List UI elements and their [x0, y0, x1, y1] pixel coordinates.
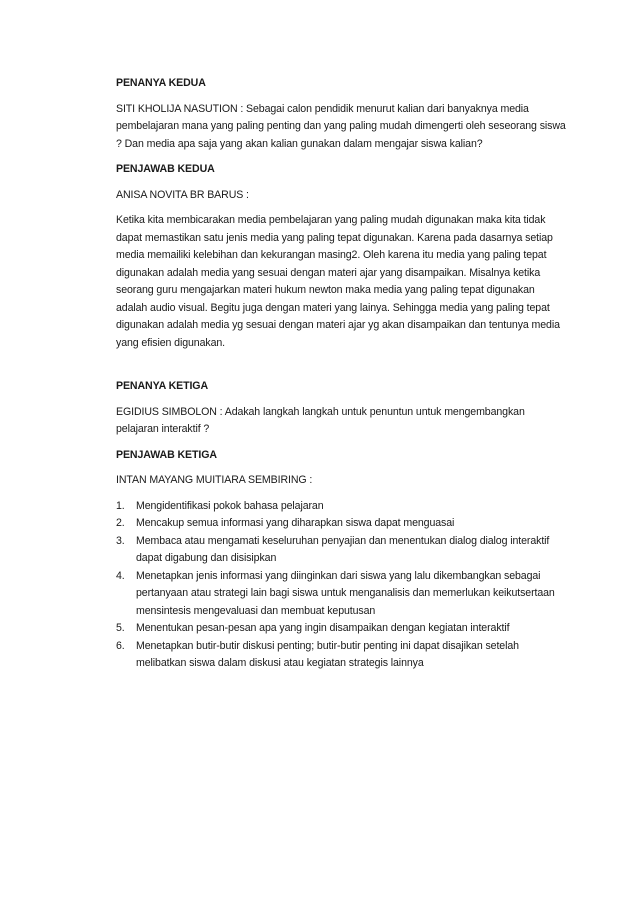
- list-item: [116, 638, 566, 673]
- list-item-number: 2.: [116, 517, 125, 529]
- steps-list: [116, 498, 566, 673]
- answer-heading: PENJAWAB KETIGA: [116, 448, 217, 461]
- list-item-text: Menentukan pesan-pesan apa yang ingin disampaikan dengan kegiatan interaktif: [136, 622, 510, 634]
- list-item-text: Menetapkan butir-butir diskusi penting; butir-butir penting ini dapat disajikan setelah melibatkan siswa dalam diskusi atau kegiatan strategis lainnya: [136, 639, 519, 669]
- list-item: [116, 498, 566, 516]
- question-heading: PENANYA KEDUA: [116, 77, 206, 89]
- question-text: EGIDIUS SIMBOLON : Adakah langkah langkah untuk penuntun untuk mengembangkan pelajaran interaktif ?: [116, 405, 525, 435]
- list-item: [116, 515, 566, 533]
- list-item-number: 1.: [116, 499, 125, 512]
- list-item-text: Membaca atau mengamati keseluruhan penyajian dan menentukan dialog dialog interaktif dapat digabung dan disisipkan: [136, 534, 550, 564]
- list-item-number: 4.: [116, 569, 125, 582]
- list-item-text: Menetapkan jenis informasi yang diinginkan dari siswa yang lalu dikembangkan sebagai pertanyaan atau strategi lain bagi siswa untuk menganalisis dan memerlukan keikutsertaan mensintesis mengevaluasi dan membuat keputusan: [136, 569, 555, 617]
- answerer-name: ANISA NOVITA BR BARUS :: [116, 188, 249, 201]
- section-spacer: [116, 360, 566, 378]
- list-item-number: 3.: [116, 534, 125, 547]
- question-heading: PENANYA KETIGA: [116, 380, 208, 392]
- answer-text: Ketika kita membicarakan media pembelajaran yang paling mudah digunakan maka kita tidak dapat memastikan satu jenis media yang paling tepat digunakan. Karena pada dasarnya setiap media memailiki kelebihan dan kekurangan masing2. Oleh karena itu media yang paling tepat digunakan adalah media yang sesuai dengan materi ajar yang disampaikan. Misalnya ketika seorang guru mengajarkan materi hukum newton maka media yang paling tepat digunakan adalah audio visual. Begitu juga dengan materi yang lainya. Sehingga media yang paling tepat digunakan adalah media yg sesuai dengan materi ajar yg akan disampaikan dan tentunya media yang efisien digunakan.: [116, 214, 560, 349]
- list-item-text: Mencakup semua informasi yang diharapkan siswa dapat menguasai: [136, 517, 455, 529]
- list-item: [116, 568, 566, 621]
- question-text: SITI KHOLIJA NASUTION : Sebagai calon pendidik menurut kalian dari banyaknya media pembelajaran mana yang paling penting dan yang paling mudah dimengerti oleh seseorang siswa ? Dan media apa saja yang akan kalian gunakan dalam mengajar siswa kalian?: [116, 102, 566, 150]
- list-item-text: Mengidentifikasi pokok bahasa pelajaran: [136, 499, 324, 512]
- document-page: [116, 75, 566, 673]
- list-item-number: 6.: [116, 639, 125, 652]
- list-item: [116, 620, 566, 638]
- section-penanya-kedua: [116, 75, 566, 352]
- answer-heading: PENJAWAB KEDUA: [116, 163, 215, 175]
- answerer-name: INTAN MAYANG MUITIARA SEMBIRING :: [116, 474, 313, 486]
- section-penanya-ketiga: [116, 378, 566, 673]
- list-item: [116, 533, 566, 568]
- list-item-number: 5.: [116, 622, 125, 634]
